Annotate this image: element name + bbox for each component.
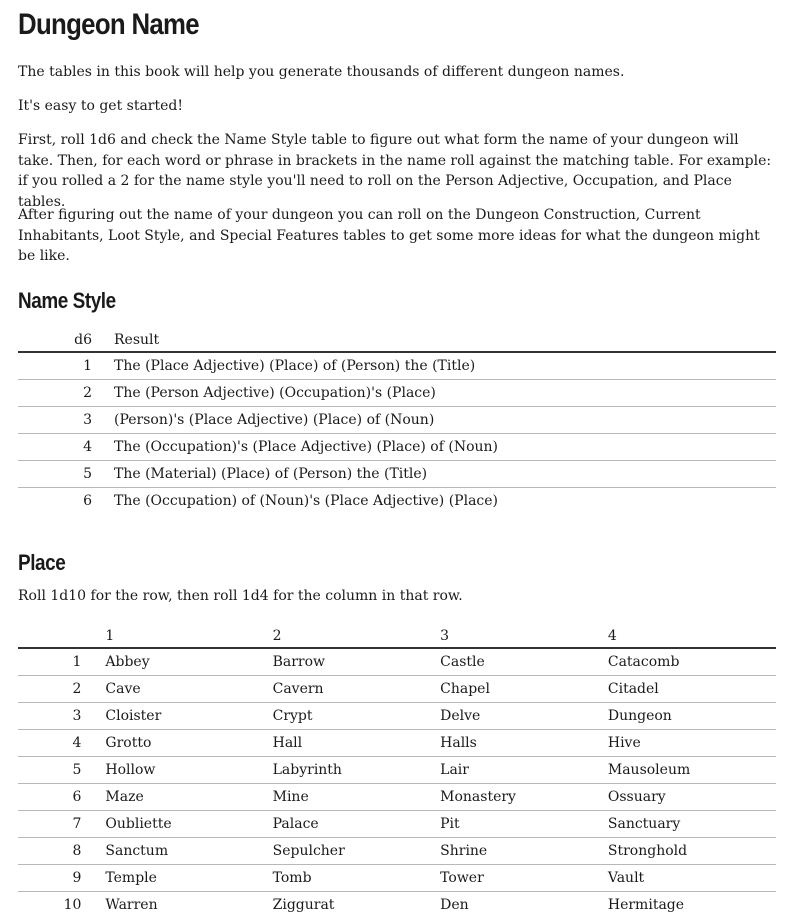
place-cell: Abbey: [105, 654, 150, 670]
column-header: 2: [272, 628, 282, 644]
place-cell: Cave: [105, 681, 141, 697]
table-header-row: [18, 322, 776, 352]
roll-number: 10: [63, 897, 82, 913]
intro-paragraph-3: First, roll 1d6 and check the Name Style table to figure out what form the name of your dungeon will take. Then, for each word or phrase in brackets in the name roll against the matching table. For example: if you rolled a 2 for the name style you'll need to roll on the Person Adjective, Occupation, and Place tables.: [18, 132, 772, 210]
place-cell: Delve: [440, 708, 481, 724]
place-cell: Barrow: [272, 654, 326, 670]
column-header: 1: [105, 628, 115, 644]
name-style-table: [18, 322, 776, 514]
name-style-result: The (Occupation)'s (Place Adjective) (Place) of (Noun): [114, 439, 499, 455]
roll-number: 3: [83, 412, 92, 428]
name-style-result: The (Material) (Place) of (Person) the (Title): [114, 466, 428, 482]
table-row: [18, 892, 776, 919]
roll-number: 1: [72, 654, 82, 670]
place-cell: Labyrinth: [272, 762, 342, 778]
place-cell: Temple: [105, 870, 157, 886]
place-cell: Ossuary: [607, 789, 666, 805]
place-cell: Cloister: [105, 708, 162, 724]
table-row: [18, 757, 776, 784]
roll-number: 9: [72, 870, 82, 886]
table-row: [18, 380, 776, 407]
place-cell: Sanctum: [105, 843, 169, 859]
place-cell: Warren: [105, 897, 158, 913]
table-row: [18, 784, 776, 811]
page-title: Dungeon Name: [18, 8, 199, 41]
place-cell: Hollow: [105, 762, 156, 778]
table-row: [18, 434, 776, 461]
intro-paragraph-2: It's easy to get started!: [18, 98, 183, 114]
name-style-result: The (Occupation) of (Noun)'s (Place Adjective) (Place): [114, 493, 499, 509]
table-row: [18, 407, 776, 434]
place-cell: Mausoleum: [607, 762, 691, 778]
place-cell: Hive: [607, 735, 641, 751]
table-row: [18, 703, 776, 730]
place-table: [18, 618, 776, 918]
table-row: [18, 676, 776, 703]
roll-number: 2: [83, 385, 92, 401]
name-style-result: (Person)'s (Place Adjective) (Place) of (Noun): [114, 412, 435, 428]
place-cell: Tower: [440, 870, 484, 886]
place-cell: Vault: [607, 870, 645, 886]
place-cell: Tomb: [272, 870, 312, 886]
place-cell: Catacomb: [607, 654, 680, 670]
place-cell: Grotto: [105, 735, 152, 751]
roll-number: 7: [72, 816, 82, 832]
roll-number: 2: [72, 681, 82, 697]
place-cell: Cavern: [272, 681, 324, 697]
roll-number: 5: [83, 466, 92, 482]
table-row: [18, 461, 776, 488]
place-cell: Lair: [440, 762, 469, 778]
table-row: [18, 730, 776, 757]
place-cell: Castle: [440, 654, 485, 670]
place-cell: Hall: [272, 735, 303, 751]
place-cell: Halls: [440, 735, 477, 751]
roll-number: 3: [72, 708, 82, 724]
table-row: [18, 838, 776, 865]
table-row: [18, 811, 776, 838]
place-cell: Den: [440, 897, 469, 913]
column-header: 3: [440, 628, 450, 644]
roll-number: 8: [72, 843, 82, 859]
table-row: [18, 865, 776, 892]
place-cell: Mine: [272, 789, 309, 805]
column-header-die: [18, 618, 105, 648]
name-style-heading: Name Style: [18, 288, 116, 313]
table-row: [18, 648, 776, 676]
table-header-row: [18, 618, 776, 648]
place-cell: Sepulcher: [272, 843, 345, 859]
roll-number: 5: [72, 762, 82, 778]
column-header: 4: [607, 628, 617, 644]
place-cell: Crypt: [272, 708, 313, 724]
place-cell: Stronghold: [607, 843, 688, 859]
place-cell: Dungeon: [607, 708, 672, 724]
place-cell: Palace: [272, 816, 319, 832]
intro-paragraph-4: After figuring out the name of your dungeon you can roll on the Dungeon Construction, Current Inhabitants, Loot Style, and Special Features tables to get some more ideas for what the dungeon might be like.: [18, 207, 760, 264]
roll-number: 6: [72, 789, 82, 805]
column-header-result: Result: [114, 332, 160, 348]
place-cell: Chapel: [440, 681, 490, 697]
place-cell: Pit: [440, 816, 460, 832]
table-row: [18, 352, 776, 380]
place-cell: Monastery: [440, 789, 516, 805]
place-cell: Ziggurat: [272, 897, 335, 913]
intro-paragraph-1: The tables in this book will help you generate thousands of different dungeon names.: [18, 64, 625, 80]
table-row: [18, 488, 776, 515]
place-heading: Place: [18, 550, 66, 575]
place-cell: Maze: [105, 789, 144, 805]
roll-number: 4: [72, 735, 82, 751]
place-cell: Oubliette: [105, 816, 172, 832]
name-style-result: The (Person Adjective) (Occupation)'s (Place): [114, 385, 436, 401]
roll-number: 4: [83, 439, 92, 455]
roll-number: 1: [83, 358, 92, 374]
column-header-die: d6: [74, 332, 92, 348]
place-cell: Shrine: [440, 843, 488, 859]
name-style-result: The (Place Adjective) (Place) of (Person) the (Title): [114, 358, 476, 374]
place-instructions: Roll 1d10 for the row, then roll 1d4 for the column in that row.: [18, 588, 463, 604]
place-cell: Citadel: [607, 681, 659, 697]
place-cell: Hermitage: [607, 897, 685, 913]
place-cell: Sanctuary: [607, 816, 681, 832]
roll-number: 6: [83, 493, 92, 509]
